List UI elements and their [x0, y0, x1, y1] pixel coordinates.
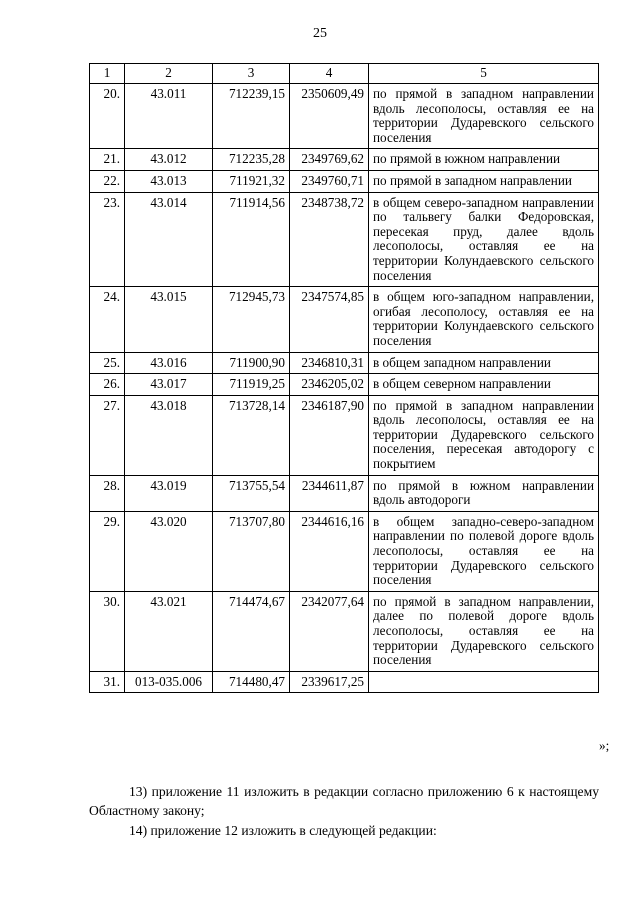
point-code-cell: 43.016 — [125, 352, 213, 374]
y-coordinate-cell: 2349769,62 — [290, 149, 369, 171]
x-coordinate-cell: 711919,25 — [213, 374, 290, 396]
page-number: 25 — [313, 26, 327, 41]
description-cell: по прямой в южном направлении — [369, 149, 599, 171]
description-cell: в общем юго-западном направлении, огибая лесополосу, оставляя ее на территории Колундаевского сельского поселения — [369, 287, 599, 352]
description-cell: в общем западном направлении — [369, 352, 599, 374]
table-row — [90, 475, 599, 511]
y-coordinate-cell: 2344616,16 — [290, 511, 369, 591]
row-number-cell: 26. — [90, 374, 125, 396]
y-coordinate-cell: 2344611,87 — [290, 475, 369, 511]
y-coordinate-cell: 2346187,90 — [290, 395, 369, 475]
header-col-4: 4 — [290, 64, 369, 84]
table-row — [90, 395, 599, 475]
table-row — [90, 170, 599, 192]
x-coordinate-cell: 713755,54 — [213, 475, 290, 511]
header-col-3: 3 — [213, 64, 290, 84]
description-cell: в общем северо-западном направлении по тальвегу балки Федоровская, пересекая пруд, далее вдоль лесополосы, оставляя ее на территории Колундаевского сельского поселения — [369, 192, 599, 287]
description-cell: в общем западно-северо-западном направлении по полевой дороге вдоль лесополосы, оставляя ее на территории Дударевского сельского поселения — [369, 511, 599, 591]
x-coordinate-cell: 714474,67 — [213, 591, 290, 671]
y-coordinate-cell: 2350609,49 — [290, 84, 369, 149]
point-code-cell: 43.019 — [125, 475, 213, 511]
table-row — [90, 192, 599, 287]
x-coordinate-cell: 713728,14 — [213, 395, 290, 475]
description-cell: по прямой в южном направлении вдоль автодороги — [369, 475, 599, 511]
point-code-cell: 43.018 — [125, 395, 213, 475]
point-code-cell: 43.013 — [125, 170, 213, 192]
y-coordinate-cell: 2339617,25 — [290, 671, 369, 693]
description-cell: по прямой в западном направлении вдоль лесополосы, оставляя ее на территории Дударевского сельского поселения — [369, 84, 599, 149]
row-number-cell: 27. — [90, 395, 125, 475]
point-code-cell: 43.021 — [125, 591, 213, 671]
header-col-1: 1 — [90, 64, 125, 84]
table-row — [90, 671, 599, 693]
row-number-cell: 22. — [90, 170, 125, 192]
header-col-5: 5 — [369, 64, 599, 84]
description-cell — [369, 671, 599, 693]
table-row — [90, 374, 599, 396]
y-coordinate-cell: 2349760,71 — [290, 170, 369, 192]
x-coordinate-cell: 711914,56 — [213, 192, 290, 287]
row-number-cell: 31. — [90, 671, 125, 693]
x-coordinate-cell: 712945,73 — [213, 287, 290, 352]
table-header-row — [90, 64, 599, 84]
row-number-cell: 25. — [90, 352, 125, 374]
row-number-cell: 23. — [90, 192, 125, 287]
x-coordinate-cell: 712239,15 — [213, 84, 290, 149]
table-row — [90, 511, 599, 591]
row-number-cell: 21. — [90, 149, 125, 171]
table-row — [90, 591, 599, 671]
point-code-cell: 013-035.006 — [125, 671, 213, 693]
row-number-cell: 30. — [90, 591, 125, 671]
row-number-cell: 29. — [90, 511, 125, 591]
point-code-cell: 43.017 — [125, 374, 213, 396]
x-coordinate-cell: 711921,32 — [213, 170, 290, 192]
point-code-cell: 43.011 — [125, 84, 213, 149]
x-coordinate-cell: 711900,90 — [213, 352, 290, 374]
paragraph-item-14: 14) приложение 12 изложить в следующей редакции: — [129, 822, 437, 838]
x-coordinate-cell: 713707,80 — [213, 511, 290, 591]
description-cell: по прямой в западном направлении вдоль лесополосы, оставляя ее на территории Дударевского сельского поселения, пересекая автодорогу с покрытием — [369, 395, 599, 475]
row-number-cell: 24. — [90, 287, 125, 352]
description-cell: в общем северном направлении — [369, 374, 599, 396]
paragraph-item-13: 13) приложение 11 изложить в редакции согласно приложению 6 к настоящему Областному закону; — [89, 783, 599, 818]
y-coordinate-cell: 2348738,72 — [290, 192, 369, 287]
boundary-points-table — [89, 63, 599, 693]
table-row — [90, 84, 599, 149]
header-col-2: 2 — [125, 64, 213, 84]
x-coordinate-cell: 712235,28 — [213, 149, 290, 171]
y-coordinate-cell: 2347574,85 — [290, 287, 369, 352]
point-code-cell: 43.014 — [125, 192, 213, 287]
x-coordinate-cell: 714480,47 — [213, 671, 290, 693]
point-code-cell: 43.020 — [125, 511, 213, 591]
point-code-cell: 43.012 — [125, 149, 213, 171]
table-row — [90, 287, 599, 352]
y-coordinate-cell: 2346205,02 — [290, 374, 369, 396]
table-row — [90, 352, 599, 374]
table-closing-mark: »; — [599, 738, 610, 753]
point-code-cell: 43.015 — [125, 287, 213, 352]
description-cell: по прямой в западном направлении — [369, 170, 599, 192]
y-coordinate-cell: 2346810,31 — [290, 352, 369, 374]
row-number-cell: 20. — [90, 84, 125, 149]
table-row — [90, 149, 599, 171]
y-coordinate-cell: 2342077,64 — [290, 591, 369, 671]
description-cell: по прямой в западном направлении, далее по полевой дороге вдоль лесополосы, оставляя ее на территории Дударевского сельского поселения — [369, 591, 599, 671]
row-number-cell: 28. — [90, 475, 125, 511]
